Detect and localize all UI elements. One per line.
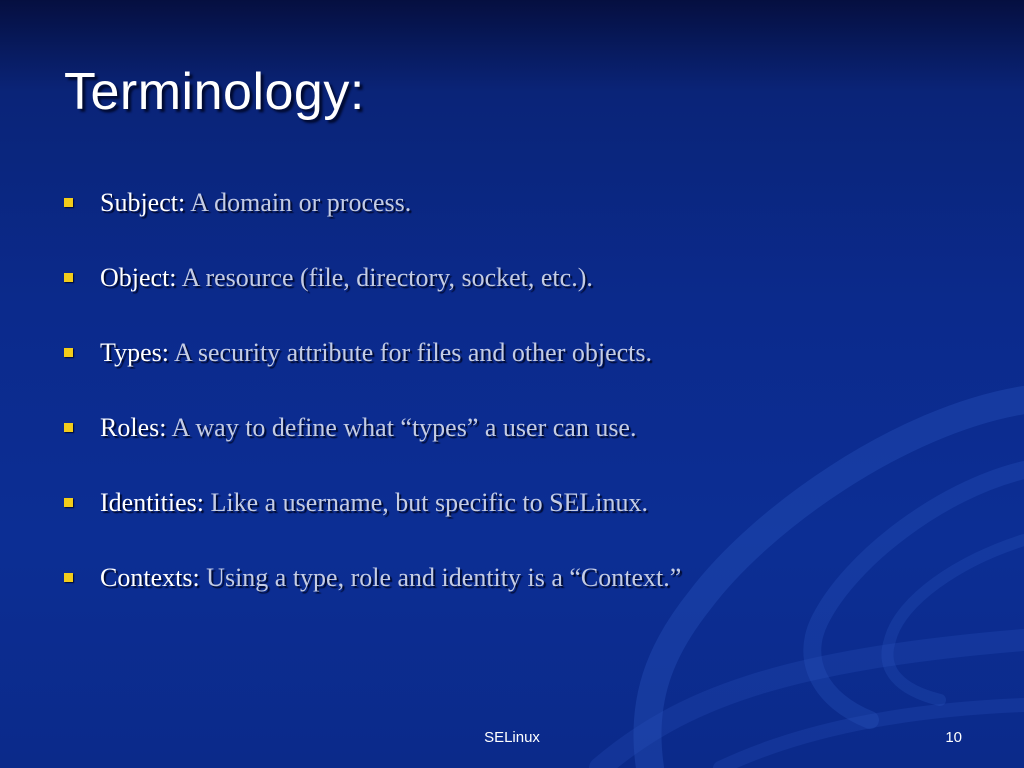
bullet-term: Types:	[100, 338, 169, 367]
bullet-definition: Using a type, role and identity is a “Context.”	[206, 563, 682, 592]
square-bullet-icon	[64, 348, 73, 357]
bullet-definition: Like a username, but specific to SELinux.	[210, 488, 649, 517]
bullet-item-object	[60, 259, 960, 334]
bullet-term: Identities:	[100, 488, 204, 517]
page-number: 10	[945, 729, 962, 746]
square-bullet-icon	[64, 573, 73, 582]
square-bullet-icon	[64, 423, 73, 432]
bullet-definition: A way to define what “types” a user can use.	[171, 413, 637, 442]
bullet-definition: A resource (file, directory, socket, etc.).	[181, 263, 593, 292]
bullet-definition: A domain or process.	[190, 188, 412, 217]
square-bullet-icon	[64, 498, 73, 507]
bullet-list	[60, 184, 960, 634]
bullet-item-roles	[60, 409, 960, 484]
bullet-term: Object:	[100, 263, 177, 292]
bullet-item-contexts	[60, 559, 960, 634]
bullet-item-identities	[60, 484, 960, 559]
footer-text: SELinux	[484, 729, 540, 746]
bullet-term: Contexts:	[100, 563, 200, 592]
slide-title: Terminology:	[64, 63, 365, 121]
square-bullet-icon	[64, 198, 73, 207]
bullet-term: Subject:	[100, 188, 186, 217]
bullet-item-types	[60, 334, 960, 409]
square-bullet-icon	[64, 273, 73, 282]
bullet-item-subject	[60, 184, 960, 259]
bullet-definition: A security attribute for files and other objects.	[174, 338, 652, 367]
bullet-term: Roles:	[100, 413, 167, 442]
